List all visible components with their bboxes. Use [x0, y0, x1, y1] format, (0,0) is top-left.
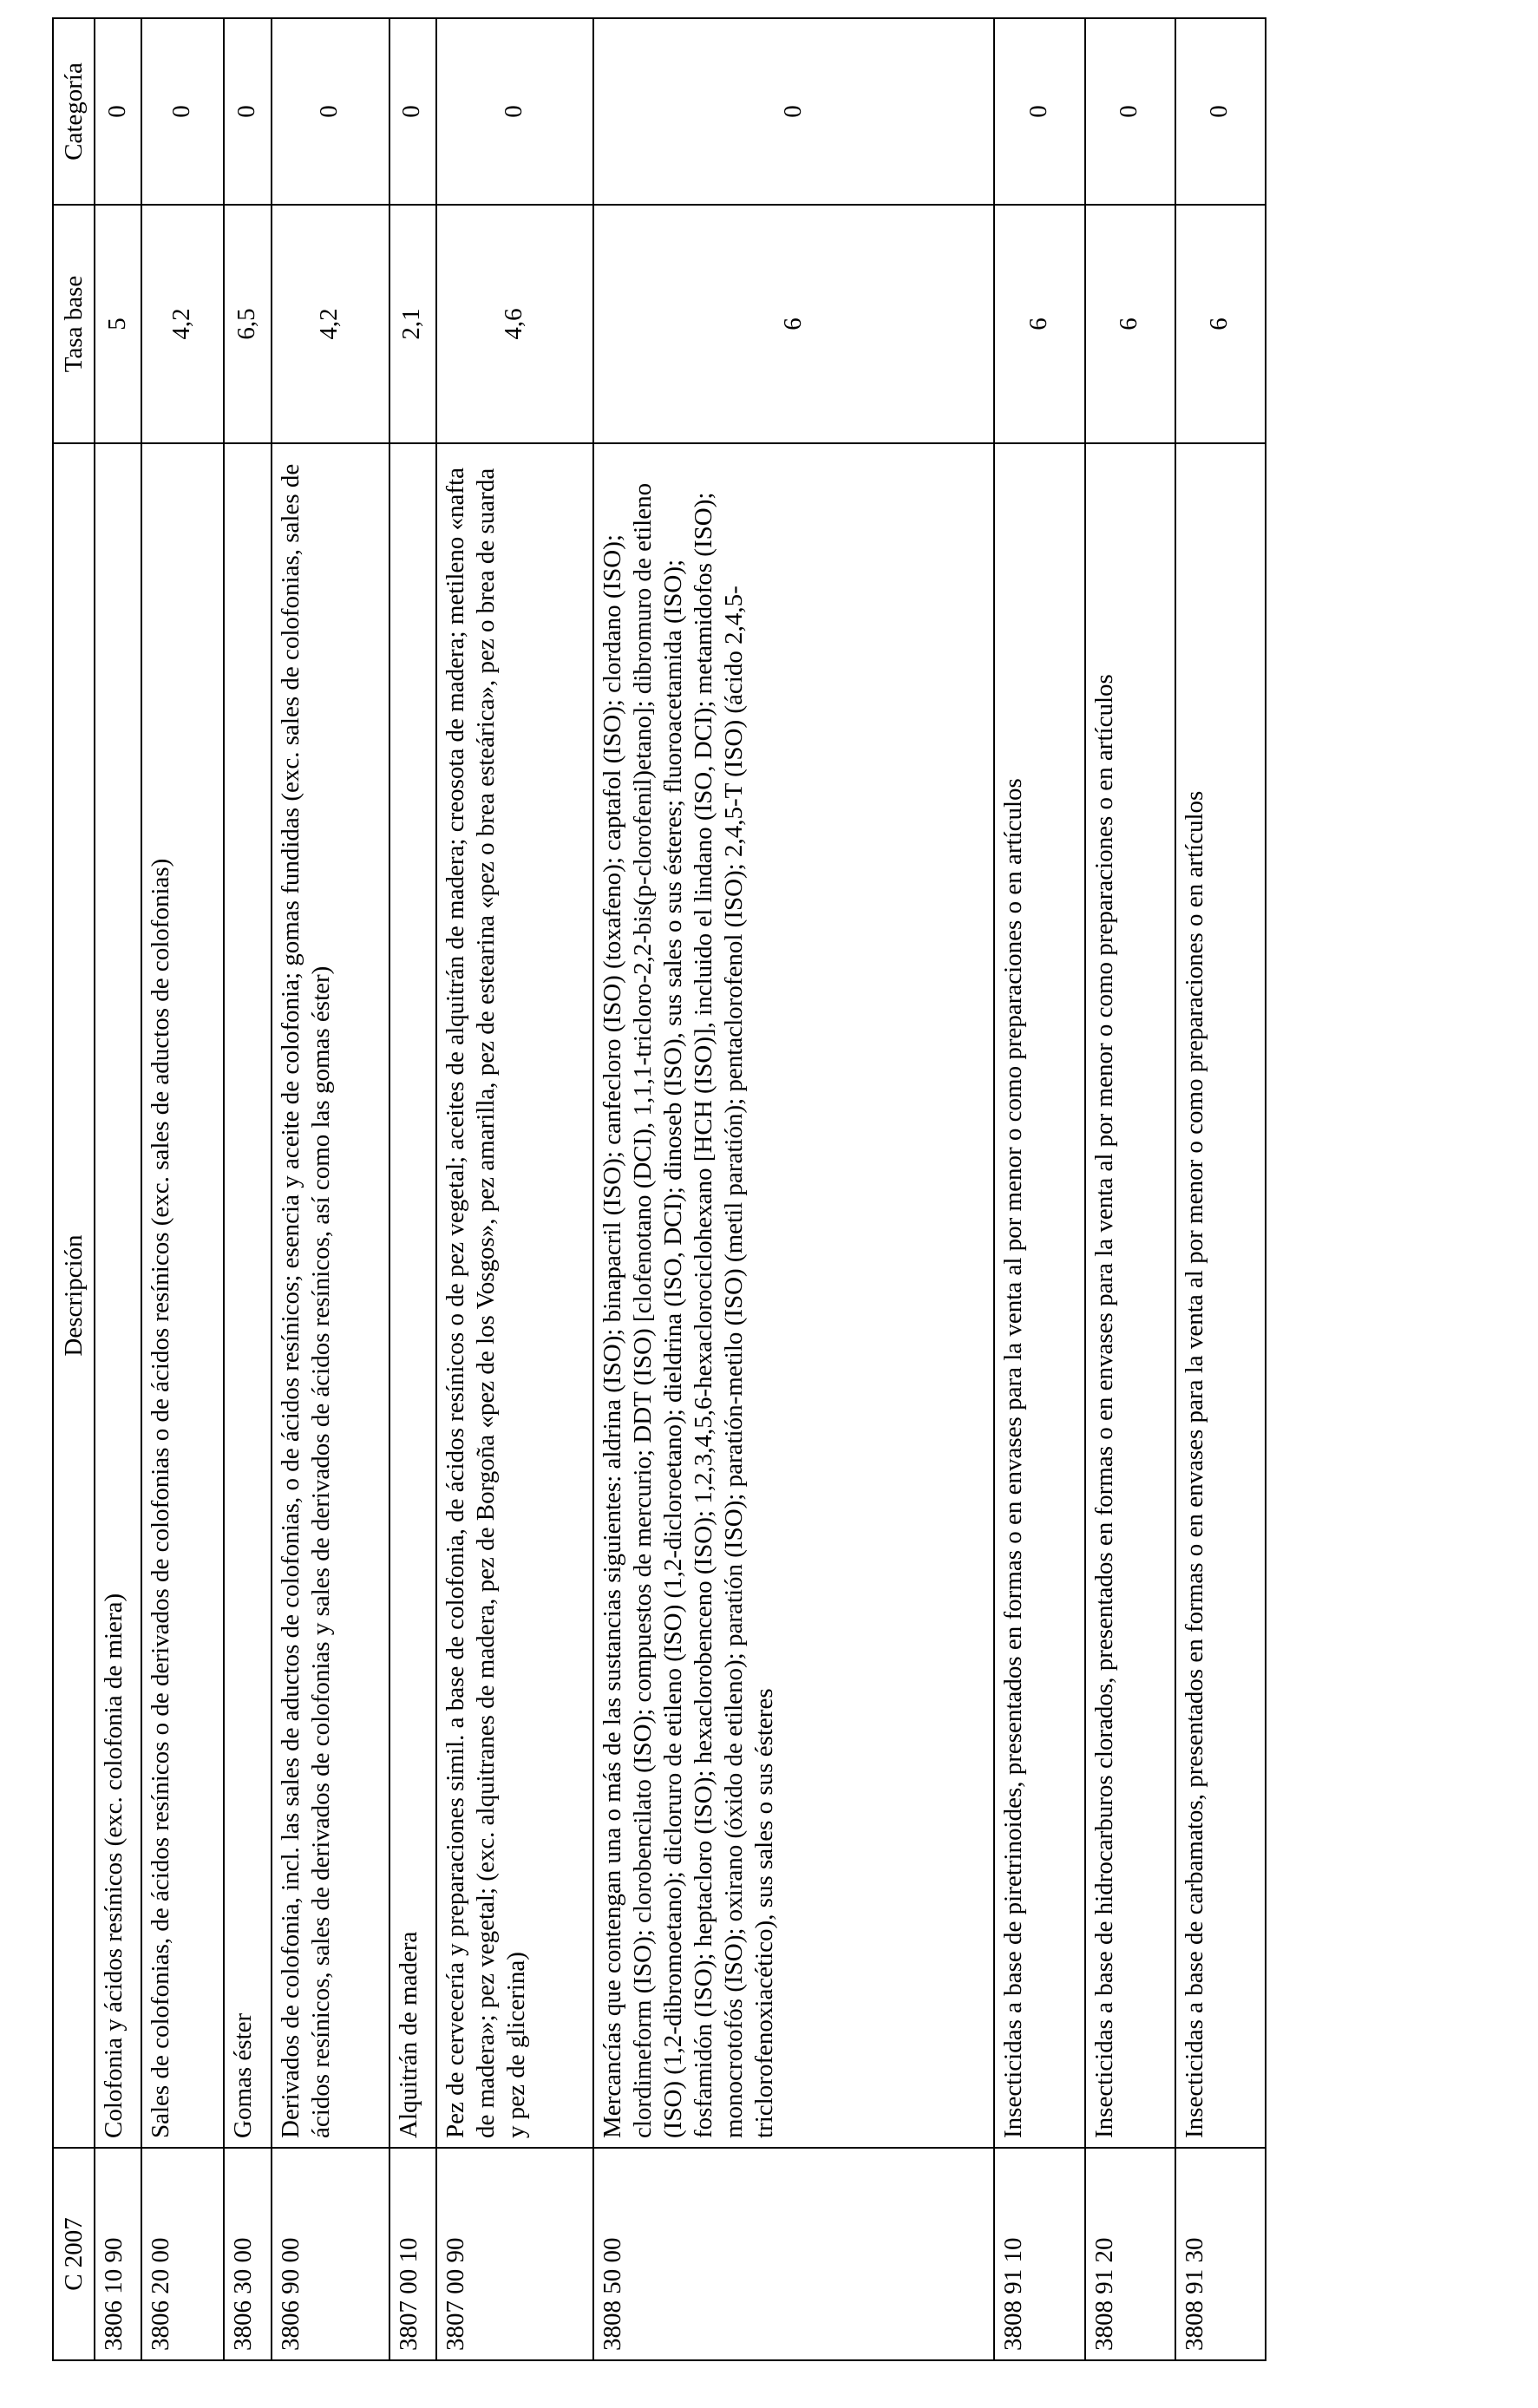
- row-description: Insecticidas a base de piretrinoides, presentados en formas o en envases para la venta al por menor o como preparaciones o en artículos: [994, 443, 1084, 2148]
- table-row: [141, 18, 224, 2360]
- row-base-rate: 6: [994, 205, 1084, 443]
- row-description: Derivados de colofonia, incl. las sales de aductos de colofonias, o de ácidos resínicos; esencia y aceite de colofonia; gomas fundidas (exc. sales de colofonias, sales de ácidos resínicos, sales de derivados de colofonias y sales de derivados de ácidos resínicos, así como las gomas éster): [272, 443, 389, 2148]
- table-row: [1175, 18, 1266, 2360]
- row-category: 0: [95, 18, 141, 205]
- header-category: Categoría: [53, 18, 95, 205]
- row-base-rate: 5: [95, 205, 141, 443]
- row-description: Sales de colofonias, de ácidos resínicos o de derivados de colofonias o de ácidos resínicos (exc. sales de aductos de colofonias): [141, 443, 224, 2148]
- row-description: Insecticidas a base de hidrocarburos clorados, presentados en formas o en envases para la venta al por menor o como preparaciones o en artículos: [1085, 443, 1175, 2148]
- row-code: 3808 91 10: [994, 2148, 1084, 2360]
- table-row: [389, 18, 436, 2360]
- row-category: 0: [224, 18, 271, 205]
- row-code: 3808 91 20: [1085, 2148, 1175, 2360]
- table-row: [436, 18, 593, 2360]
- row-base-rate: 6: [1175, 205, 1266, 443]
- row-category: 0: [272, 18, 389, 205]
- row-category: 0: [436, 18, 593, 205]
- row-code: 3806 20 00: [141, 2148, 224, 2360]
- table-row: [224, 18, 271, 2360]
- row-code: 3807 00 90: [436, 2148, 593, 2360]
- row-description: Mercancías que contengan una o más de las sustancias siguientes: aldrina (ISO); binapacril (ISO); canfecloro (ISO) (toxafeno); captafol (ISO); clordano (ISO); clordimeform (ISO); clorobencilato (ISO); compuestos de mercurio; DDT (ISO) [clofenotano (DCI), 1,1,1-tricloro-2,2-bis(p-clorofenil)etano]; dibromuro de etileno (ISO) (1,2-dibromoetano); dicloruro de etileno (ISO) (1,2-dicloroetano); dieldrina (ISO, DCI); dinoseb (ISO), sus sales o sus ésteres; fluoroacetamida (ISO); fosfamidón (ISO); heptacloro (ISO); hexaclorobenceno (ISO); 1,2,3,4,5,6-hexaclorociclohexano [HCH (ISO)], incluido el lindano (ISO, DCI); metamidofos (ISO); monocrotofós (ISO); oxirano (óxido de etileno); paratión (ISO); paratión-metilo (ISO) (metil paratión); pentaclorofenol (ISO); 2,4,5-T (ISO) (ácido 2,4,5-triclorofenoxiacético), sus sales o sus ésteres: [593, 443, 994, 2148]
- row-description: Alquitrán de madera: [389, 443, 436, 2148]
- row-category: 0: [1175, 18, 1266, 205]
- row-category: 0: [1085, 18, 1175, 205]
- row-category: 0: [141, 18, 224, 205]
- row-code: 3807 00 10: [389, 2148, 436, 2360]
- row-base-rate: 4,2: [141, 205, 224, 443]
- row-base-rate: 4,2: [272, 205, 389, 443]
- row-code: 3806 90 00: [272, 2148, 389, 2360]
- table-header-row: [53, 18, 95, 2360]
- row-code: 3806 30 00: [224, 2148, 271, 2360]
- row-base-rate: 6: [593, 205, 994, 443]
- row-description: Pez de cervecería y preparaciones simil. a base de colofonia, de ácidos resínicos o de pez vegetal; aceites de alquitrán de madera; creosota de madera; metileno «nafta de madera»; pez vegetal; (exc. alquitranes de madera, pez de Borgoña «pez de los Vosgos», pez amarilla, pez de estearina «pez o brea esteárica», pez o brea de suarda y pez de glicerina): [436, 443, 593, 2148]
- tariff-table: [52, 17, 1266, 2361]
- table-row: [95, 18, 141, 2360]
- table-row: [1085, 18, 1175, 2360]
- row-category: 0: [593, 18, 994, 205]
- rotated-table-container: [52, 19, 1266, 2361]
- row-category: 0: [389, 18, 436, 205]
- row-description: Insecticidas a base de carbamatos, presentados en formas o en envases para la venta al por menor o como preparaciones o en artículos: [1175, 443, 1266, 2148]
- table-row: [593, 18, 994, 2360]
- header-code: C 2007: [53, 2148, 95, 2360]
- row-category: 0: [994, 18, 1084, 205]
- header-description: Descripción: [53, 443, 95, 2148]
- row-base-rate: 6,5: [224, 205, 271, 443]
- row-code: 3808 50 00: [593, 2148, 994, 2360]
- row-description: Colofonia y ácidos resínicos (exc. colofonia de miera): [95, 443, 141, 2148]
- header-base-rate: Tasa base: [53, 205, 95, 443]
- table-row: [272, 18, 389, 2360]
- row-base-rate: 6: [1085, 205, 1175, 443]
- row-base-rate: 2,1: [389, 205, 436, 443]
- row-code: 3806 10 90: [95, 2148, 141, 2360]
- table-row: [994, 18, 1084, 2360]
- row-description: Gomas éster: [224, 443, 271, 2148]
- row-code: 3808 91 30: [1175, 2148, 1266, 2360]
- row-base-rate: 4,6: [436, 205, 593, 443]
